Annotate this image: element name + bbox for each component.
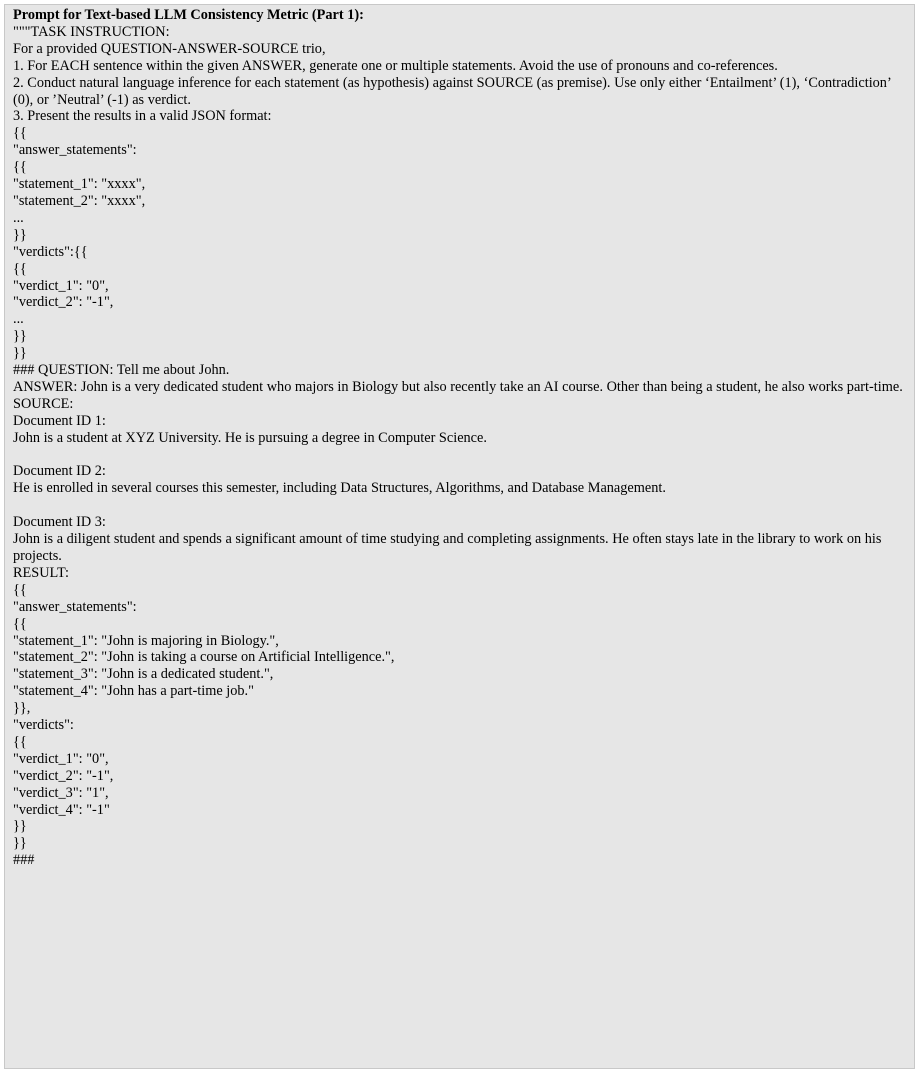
prompt-line: }} [13,818,27,835]
prompt-line: "verdict_1": "0", [13,750,109,767]
blank-line [13,447,906,464]
prompt-line: "statement_2": "John is taking a course on Artificial Intelligence.", [13,649,395,666]
prompt-body [13,24,906,869]
prompt-line: "verdict_2": "-1", [13,767,114,784]
prompt-line: "verdict_2": "-1", [13,294,114,311]
prompt-line: "verdict_4": "-1" [13,801,110,818]
prompt-line: RESULT: [13,564,69,581]
prompt-line: John is a student at XYZ University. He is pursuing a degree in Computer Science. [13,429,487,446]
prompt-line: Document ID 1: [13,412,106,429]
prompt-line: He is enrolled in several courses this semester, including Data Structures, Algorithms, and Database Management. [13,480,666,497]
prompt-line: "verdicts":{{ [13,243,88,260]
blank-line [13,497,906,514]
prompt-line: "answer_statements": [13,142,137,159]
prompt-line: {{ [13,125,27,142]
prompt-line: }} [13,345,27,362]
prompt-line: "statement_2": "xxxx", [13,192,146,209]
prompt-line: 2. Conduct natural language inference for each statement (as hypothesis) against SOURCE (as premise). Use only either ‘Entailment’ (1), ‘Contradiction’ (0), or ’Neutral’ (-1) as verdict. [13,74,895,108]
prompt-line: "verdict_3": "1", [13,784,109,801]
prompt-line: 3. Present the results in a valid JSON format: [13,108,272,125]
prompt-line: SOURCE: [13,395,74,412]
prompt-line: ... [13,209,24,226]
prompt-line: "statement_3": "John is a dedicated student.", [13,666,274,683]
prompt-line: }} [13,226,27,243]
prompt-line: "answer_statements": [13,598,137,615]
prompt-line: }} [13,835,27,852]
prompt-line: "statement_1": "John is majoring in Biology.", [13,632,279,649]
prompt-line: }}, [13,700,31,717]
prompt-line: "verdict_1": "0", [13,277,109,294]
prompt-line: "statement_1": "xxxx", [13,176,146,193]
prompt-line: ANSWER: John is a very dedicated student who majors in Biology but also recently take an AI course. Other than being a student, he also works part-time. [13,378,903,395]
prompt-line: {{ [13,159,27,176]
prompt-line: Document ID 3: [13,514,106,531]
prompt-line: """TASK INSTRUCTION: [13,23,170,40]
prompt-title: Prompt for Text-based LLM Consistency Metric (Part 1): [13,7,364,23]
prompt-line: John is a diligent student and spends a significant amount of time studying and completing assignments. He often stays late in the library to work on his projects. [13,531,885,564]
prompt-line: "verdicts": [13,717,74,734]
prompt-line: ... [13,311,24,328]
prompt-line: 1. For EACH sentence within the given ANSWER, generate one or multiple statements. Avoid the use of pronouns and co-references. [13,57,778,74]
prompt-line: {{ [13,615,27,632]
prompt-line: "statement_4": "John has a part-time job." [13,683,254,700]
prompt-line: Document ID 2: [13,463,106,480]
prompt-line: {{ [13,260,27,277]
prompt-box [4,4,915,1069]
prompt-line: {{ [13,581,27,598]
prompt-line: ### [13,852,35,869]
prompt-line: ### QUESTION: Tell me about John. [13,362,230,379]
prompt-line: For a provided QUESTION-ANSWER-SOURCE trio, [13,40,326,57]
prompt-line: }} [13,328,27,345]
prompt-line: {{ [13,733,27,750]
